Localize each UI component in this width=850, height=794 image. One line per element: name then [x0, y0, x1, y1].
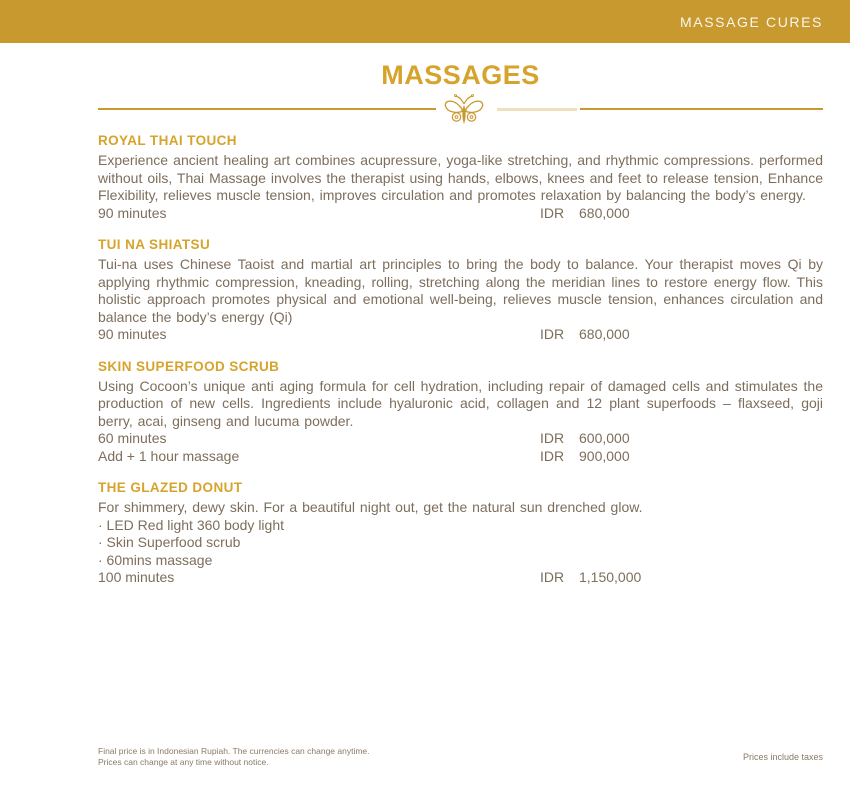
menu-section-skin-superfood-scrub: [98, 359, 823, 466]
price-amount: 1,150,000: [579, 569, 642, 585]
bullet-line: · Skin Superfood scrub: [98, 534, 241, 550]
option-label: 90 minutes: [98, 204, 167, 221]
divider-line-pale: [497, 108, 577, 111]
bullet-line: · 60mins massage: [98, 551, 213, 568]
option-row: [98, 448, 823, 466]
menu-content: [0, 59, 850, 587]
footer: [98, 746, 823, 768]
brand-text: MASSAGE CURES: [680, 13, 823, 30]
option-label: Add + 1 hour massage: [98, 447, 240, 464]
option-row: [98, 326, 823, 344]
option-label: 90 minutes: [98, 326, 167, 342]
section-title: THE GLAZED DONUT: [98, 480, 243, 495]
bullet-line: · LED Red light 360 body light: [98, 516, 284, 533]
section-title: SKIN SUPERFOOD SCRUB: [98, 358, 280, 374]
divider-line-right: [580, 108, 823, 110]
price-amount: 900,000: [579, 447, 630, 464]
top-bar: [0, 0, 850, 43]
option-label: 60 minutes: [98, 430, 167, 446]
price-amount: 680,000: [579, 204, 630, 221]
taxes-note: Prices include taxes: [742, 752, 823, 762]
currency-label: IDR: [540, 326, 565, 342]
section-description: Experience ancient healing art combines acupressure, yoga-like stretching, and rhythmic compressions. performed without oils, Thai Massage involves the therapist using hands, elbows, knees and feet to release tension, Enhance Flexibility, relieves muscle tension, improves circulation and promotes relaxation by balancing the body’s energy.: [98, 152, 823, 203]
menu-section-tui-na-shiatsu: [98, 237, 823, 344]
butterfly-icon: [441, 93, 487, 125]
option-row: [98, 569, 823, 587]
price-amount: 600,000: [579, 430, 630, 446]
section-description: For shimmery, dewy skin. For a beautiful night out, get the natural sun drenched glow.: [98, 499, 643, 515]
footer-note-line1: Final price is in Indonesian Rupiah. The currencies can change anytime.: [98, 746, 370, 756]
section-title: TUI NA SHIATSU: [98, 237, 211, 252]
price-amount: 680,000: [579, 326, 630, 342]
section-description: Using Cocoon’s unique anti aging formula for cell hydration, including repair of damaged cells and stimulates the production of new cells. Ingredients include hyaluronic acid, collagen and 12 plant superfoods – flaxseed, goji berry, acai, ginseng and lucuma powder.: [98, 377, 823, 429]
divider-line-left: [98, 108, 436, 110]
currency-label: IDR: [540, 204, 565, 221]
option-row: [98, 205, 823, 223]
title-divider: [98, 93, 823, 125]
option-label: 100 minutes: [98, 569, 175, 585]
footer-note-line2: Prices can change at any time without notice.: [98, 757, 269, 767]
section-title: ROYAL THAI TOUCH: [98, 133, 237, 148]
section-description: Tui-na uses Chinese Taoist and martial art principles to bring the body to balance. Your therapist moves Qi by applying rhythmic compression, kneading, rolling, stretching along the meridian lines to restore energy flow. This holistic approach promotes physical and emotional well-being, relieves muscle tension, enhances circulation and balance the body’s energy (Qi): [98, 256, 823, 325]
menu-section-royal-thai-touch: [98, 133, 823, 222]
menu-section-the-glazed-donut: [98, 480, 823, 587]
currency-label: IDR: [540, 447, 565, 464]
page-title: MASSAGES: [381, 60, 540, 90]
footer-notes: [98, 746, 370, 768]
currency-label: IDR: [540, 569, 565, 585]
currency-label: IDR: [540, 430, 565, 446]
option-row: [98, 430, 823, 448]
